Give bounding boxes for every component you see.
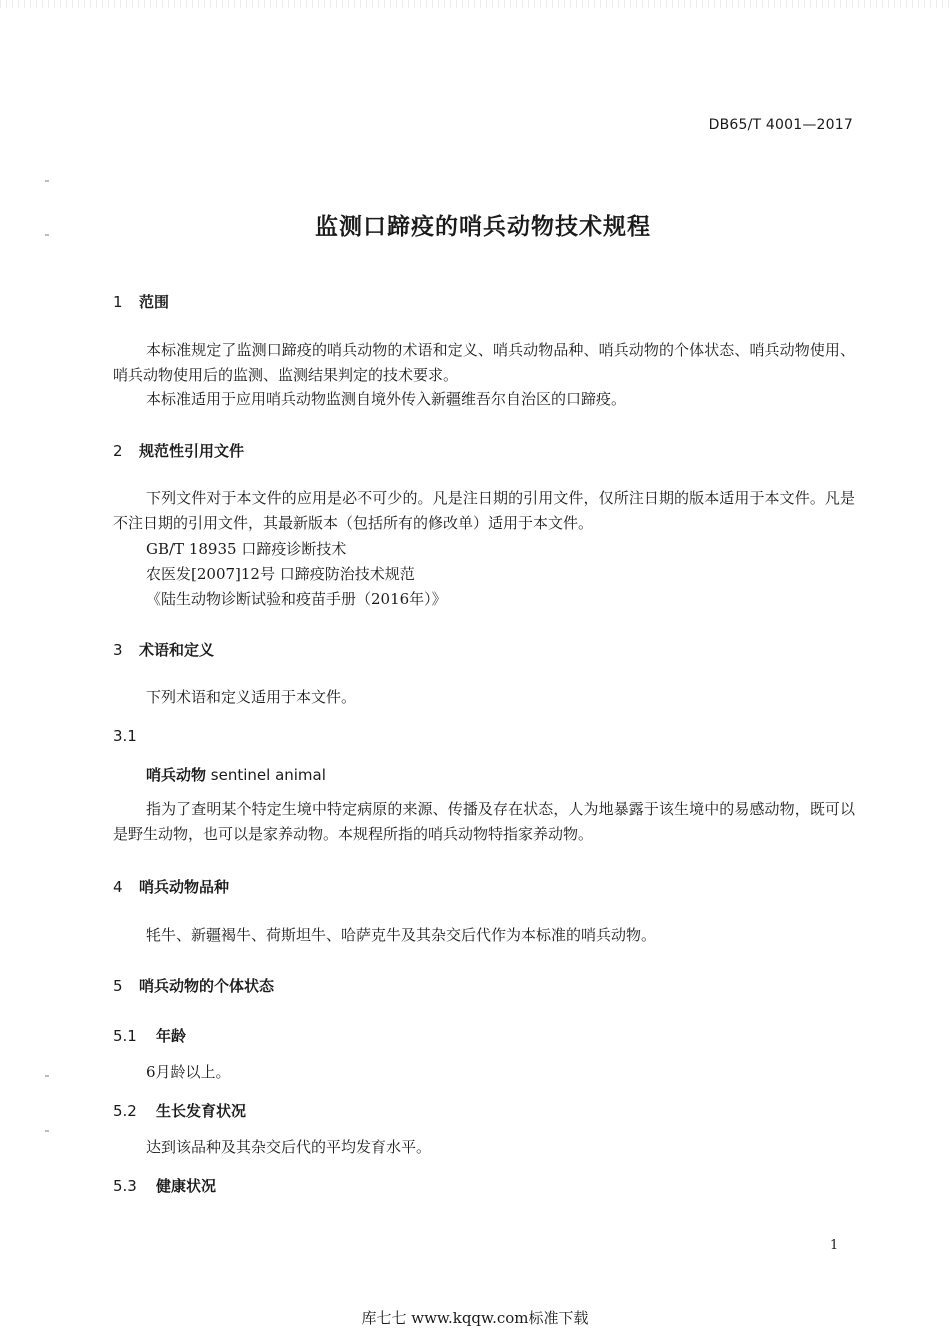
section-3-heading	[113, 639, 214, 660]
section-1-paragraph-1: 本标准规定了监测口蹄疫的哨兵动物的术语和定义、哨兵动物品种、哨兵动物的个体状态、哨兵动物使用、哨兵动物使用后的监测、监测结果判定的技术要求。	[113, 341, 855, 384]
section-title: 术语和定义	[139, 641, 215, 659]
subsection-5-2-heading	[113, 1100, 246, 1121]
section-number: 1	[113, 293, 123, 311]
scan-mark	[45, 180, 49, 182]
term-english: sentinel animal	[210, 766, 326, 784]
section-number: 3	[113, 641, 123, 659]
term-definition: 指为了查明某个特定生境中特定病原的来源、传播及存在状态，人为地暴露于该生境中的易感动物，既可以是野生动物，也可以是家养动物。本规程所指的哨兵动物特指家养动物。	[113, 800, 855, 843]
scan-mark	[45, 1130, 49, 1132]
section-2-paragraph: 下列文件对于本文件的应用是必不可少的。凡是注日期的引用文件，仅所注日期的版本适用于本文件。凡是不注日期的引用文件，其最新版本（包括所有的修改单）适用于本文件。	[113, 489, 855, 532]
section-title: 健康状况	[156, 1177, 217, 1195]
section-5-heading	[113, 975, 274, 996]
section-title: 年龄	[156, 1027, 187, 1045]
section-4-heading	[113, 876, 229, 897]
section-title: 范围	[139, 293, 170, 311]
subsection-5-1-text: 6月龄以上。	[146, 1063, 231, 1081]
section-2-heading	[113, 440, 244, 461]
section-number: 5.1	[113, 1027, 137, 1045]
section-title: 规范性引用文件	[139, 442, 245, 460]
section-title: 生长发育状况	[156, 1102, 247, 1120]
reference-item: 农医发[2007]12号 口蹄疫防治技术规范	[146, 565, 415, 583]
standard-code: DB65/T 4001—2017	[708, 117, 853, 133]
section-3-paragraph: 下列术语和定义适用于本文件。	[146, 688, 357, 706]
subsection-5-3-heading	[113, 1175, 216, 1196]
section-number: 5.2	[113, 1102, 137, 1120]
subsection-5-2-text: 达到该品种及其杂交后代的平均发育水平。	[146, 1138, 432, 1156]
reference-item: 《陆生动物诊断试验和疫苗手册（2016年）》	[146, 590, 447, 608]
section-1-paragraph-2: 本标准适用于应用哨兵动物监测自境外传入新疆维吾尔自治区的口蹄疫。	[146, 390, 627, 408]
footer-watermark: 库七七 www.kqqw.com标准下载	[361, 1309, 589, 1327]
page-number: 1	[830, 1238, 839, 1253]
section-title: 哨兵动物品种	[139, 878, 230, 896]
section-number: 5.3	[113, 1177, 137, 1195]
document-title: 监测口蹄疫的哨兵动物技术规程	[315, 214, 651, 240]
section-1-heading	[113, 291, 169, 312]
section-4-paragraph: 牦牛、新疆褐牛、荷斯坦牛、哈萨克牛及其杂交后代作为本标准的哨兵动物。	[146, 926, 657, 944]
subsection-5-1-heading	[113, 1025, 186, 1046]
term-chinese: 哨兵动物	[146, 766, 207, 784]
scan-top-edge	[0, 0, 950, 8]
section-number: 2	[113, 442, 123, 460]
subsection-3-1-number: 3.1	[113, 727, 137, 745]
term-label	[146, 764, 326, 785]
reference-item: GB/T 18935 口蹄疫诊断技术	[146, 540, 347, 558]
section-number: 4	[113, 878, 123, 896]
scan-mark	[45, 1075, 49, 1077]
section-title: 哨兵动物的个体状态	[139, 977, 275, 995]
section-number: 5	[113, 977, 123, 995]
